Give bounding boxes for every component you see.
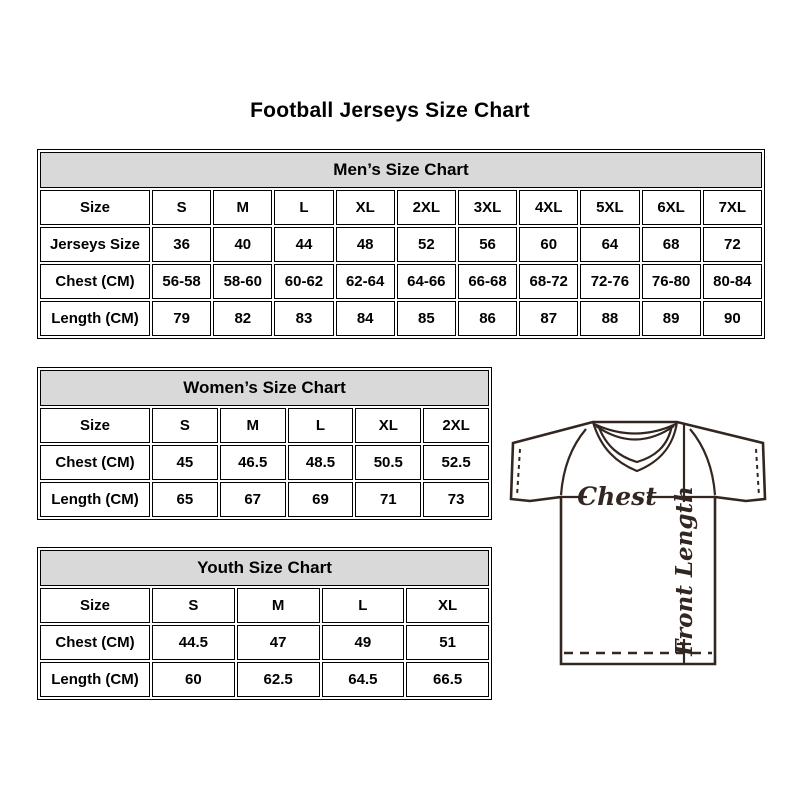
table-cell: 58-60 <box>213 264 272 299</box>
table-cell: 66-68 <box>458 264 517 299</box>
row-label: Size <box>40 588 150 623</box>
table-cell: 84 <box>336 301 395 336</box>
table-cell: 5XL <box>580 190 639 225</box>
table-row <box>40 662 489 697</box>
table-cell: 47 <box>237 625 320 660</box>
table-cell: S <box>152 588 235 623</box>
table-cell: 79 <box>152 301 211 336</box>
table-cell: 87 <box>519 301 578 336</box>
table-cell: 90 <box>703 301 762 336</box>
table-cell: 48 <box>336 227 395 262</box>
table-cell: 6XL <box>642 190 701 225</box>
chest-label: Chest <box>577 482 657 511</box>
table-row <box>40 264 762 299</box>
youth-size-table <box>37 547 492 700</box>
table-cell: 64.5 <box>322 662 405 697</box>
table-cell: 60 <box>152 662 235 697</box>
table-cell: M <box>237 588 320 623</box>
table-row <box>40 190 762 225</box>
table-cell: L <box>274 190 333 225</box>
womens-table-title: Women’s Size Chart <box>40 370 489 406</box>
table-cell: 40 <box>213 227 272 262</box>
table-cell: 2XL <box>397 190 456 225</box>
table-row <box>40 482 489 517</box>
jersey-outline <box>511 422 765 664</box>
table-cell: 68 <box>642 227 701 262</box>
table-cell: L <box>288 408 354 443</box>
table-row <box>40 588 489 623</box>
table-cell: 80-84 <box>703 264 762 299</box>
mens-size-table <box>37 149 765 339</box>
table-row <box>40 301 762 336</box>
table-cell: 45 <box>152 445 218 480</box>
table-cell: 2XL <box>423 408 489 443</box>
table-row <box>40 445 489 480</box>
table-cell: S <box>152 408 218 443</box>
table-cell: 89 <box>642 301 701 336</box>
table-cell: 49 <box>322 625 405 660</box>
jersey-illustration <box>498 393 778 683</box>
table-cell: 46.5 <box>220 445 286 480</box>
table-cell: 72 <box>703 227 762 262</box>
table-cell: 3XL <box>458 190 517 225</box>
table-cell: 62.5 <box>237 662 320 697</box>
table-cell: 60 <box>519 227 578 262</box>
table-cell: 73 <box>423 482 489 517</box>
table-cell: 82 <box>213 301 272 336</box>
table-cell: 52 <box>397 227 456 262</box>
table-cell: S <box>152 190 211 225</box>
table-cell: 56-58 <box>152 264 211 299</box>
table-cell: 44 <box>274 227 333 262</box>
table-cell: 66.5 <box>406 662 489 697</box>
mens-table-title: Men’s Size Chart <box>40 152 762 188</box>
table-cell: 48.5 <box>288 445 354 480</box>
row-label: Chest (CM) <box>40 625 150 660</box>
row-label: Size <box>40 190 150 225</box>
table-cell: 64 <box>580 227 639 262</box>
table-cell: L <box>322 588 405 623</box>
table-cell: 64-66 <box>397 264 456 299</box>
table-row <box>40 408 489 443</box>
table-cell: XL <box>355 408 421 443</box>
jersey-measurement-diagram <box>498 393 778 683</box>
table-cell: 88 <box>580 301 639 336</box>
table-cell: 60-62 <box>274 264 333 299</box>
row-label: Chest (CM) <box>40 445 150 480</box>
youth-table-title: Youth Size Chart <box>40 550 489 586</box>
row-label: Chest (CM) <box>40 264 150 299</box>
table-cell: 67 <box>220 482 286 517</box>
row-label: Length (CM) <box>40 301 150 336</box>
table-cell: 68-72 <box>519 264 578 299</box>
table-cell: 85 <box>397 301 456 336</box>
table-cell: XL <box>406 588 489 623</box>
row-label: Length (CM) <box>40 662 150 697</box>
table-cell: 76-80 <box>642 264 701 299</box>
table-cell: 44.5 <box>152 625 235 660</box>
table-cell: 4XL <box>519 190 578 225</box>
table-title-row <box>40 550 489 586</box>
table-cell: M <box>213 190 272 225</box>
table-cell: 50.5 <box>355 445 421 480</box>
table-cell: 83 <box>274 301 333 336</box>
table-cell: 71 <box>355 482 421 517</box>
table-cell: XL <box>336 190 395 225</box>
table-title-row <box>40 370 489 406</box>
table-cell: 72-76 <box>580 264 639 299</box>
table-row <box>40 227 762 262</box>
womens-size-table <box>37 367 492 520</box>
table-title-row <box>40 152 762 188</box>
table-cell: 52.5 <box>423 445 489 480</box>
table-row <box>40 625 489 660</box>
row-label: Jerseys Size <box>40 227 150 262</box>
row-label: Size <box>40 408 150 443</box>
row-label: Length (CM) <box>40 482 150 517</box>
table-cell: 56 <box>458 227 517 262</box>
table-cell: M <box>220 408 286 443</box>
front-length-label: Front Length <box>671 486 698 656</box>
table-cell: 69 <box>288 482 354 517</box>
table-cell: 86 <box>458 301 517 336</box>
page-title: Football Jerseys Size Chart <box>250 99 530 122</box>
table-cell: 62-64 <box>336 264 395 299</box>
table-cell: 51 <box>406 625 489 660</box>
table-cell: 65 <box>152 482 218 517</box>
table-cell: 36 <box>152 227 211 262</box>
table-cell: 7XL <box>703 190 762 225</box>
